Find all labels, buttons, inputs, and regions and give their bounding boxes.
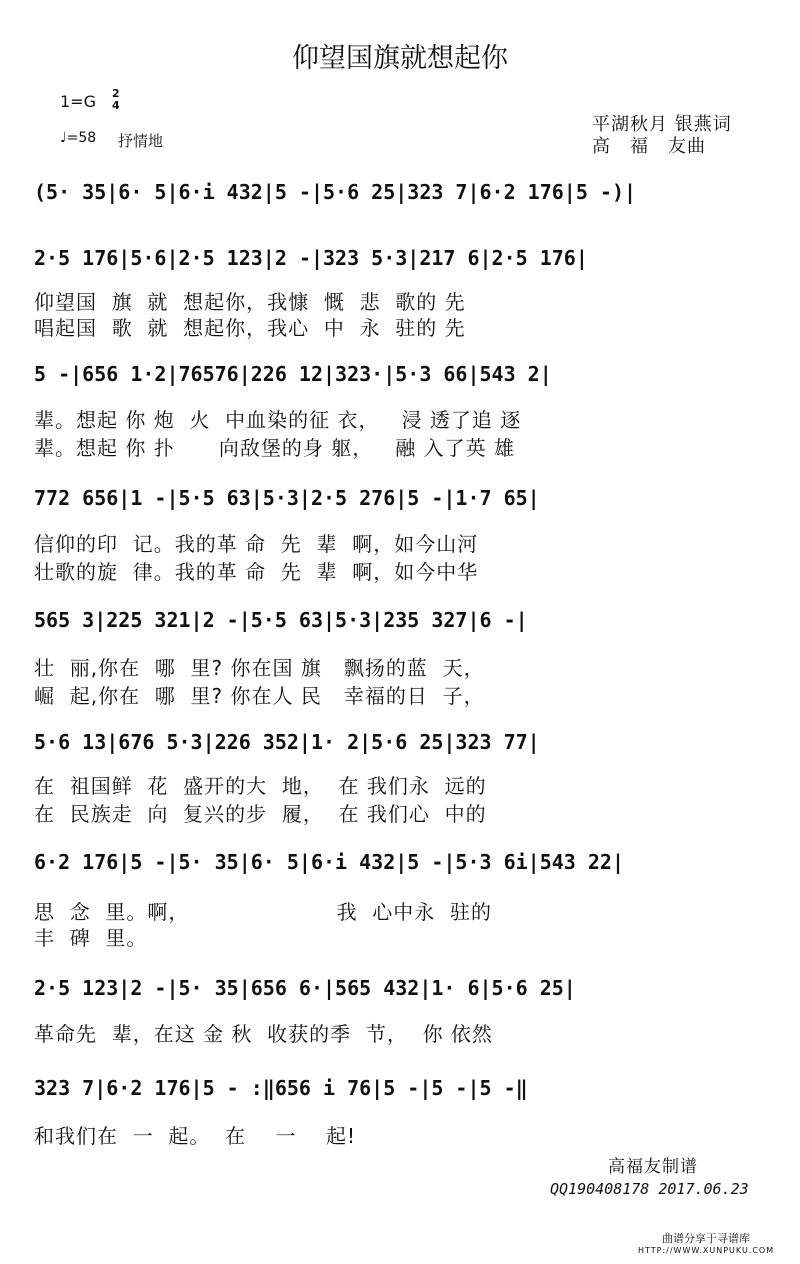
lyric-line: 在 祖国鲜 花 盛开的大 地， 在 我们永 远的 (34, 774, 487, 798)
lyric-line: 壮 丽,你在 哪 里? 你在国 旗 飘扬的蓝 天， (34, 656, 485, 680)
lyric-line: 唱起国 歌 就 想起你，我心 中 永 驻的 先 (34, 316, 466, 340)
lyric-line: 和我们在 一 起。 在 一 起! (34, 1124, 357, 1148)
watermark (638, 1230, 774, 1255)
notation-line: 2·5 123|2 -|5· 35|656 6·|565 432|1· 6|5·6 25| (34, 976, 576, 1000)
score-row (34, 848, 774, 900)
expression-marking: 抒情地 (118, 132, 164, 150)
key-signature: 1=G (60, 92, 96, 111)
notation-line: 565 3|225 321|2 -|5·5 63|5·3|235 327|6 -| (34, 608, 528, 632)
contact-date: QQ190408178 2017.06.23 (550, 1180, 749, 1198)
lyric-line: 信仰的印 记。我的革 命 先 辈 啊，如今山河 (34, 532, 479, 556)
lyric-line: 丰 碑 里。 (34, 926, 148, 950)
score-row (34, 178, 774, 230)
lyric-line: 辈。想起 你 炮 火 中血染的征 衣， 浸 透了追 逐 (34, 408, 522, 432)
lyric-line: 在 民族走 向 复兴的步 履， 在 我们心 中的 (34, 802, 487, 826)
lyric-line: 壮歌的旋 律。我的革 命 先 辈 啊，如今中华 (34, 560, 479, 584)
time-sig-top: 2 (112, 87, 120, 100)
lyric-line: 思 念 里。啊， 我 心中永 驻的 (34, 900, 493, 924)
tempo-marking: ♩=58 (60, 130, 97, 146)
lyric-line: 革命先 辈，在这 金 秋 收获的季 节， 你 依然 (34, 1022, 493, 1046)
time-signature (112, 88, 120, 112)
composer-credit: 高 福 友曲 (592, 136, 706, 157)
time-sig-bottom: 4 (112, 99, 120, 112)
song-title: 仰望国旗就想起你 (292, 43, 508, 74)
notation-line: 323 7|6·2 176|5 - :‖656 i 76|5 -|5 -|5 -‖ (34, 1076, 528, 1100)
lyric-line: 崛 起,你在 哪 里? 你在人 民 幸福的日 子， (34, 684, 485, 708)
notation-line: 5·6 13|676 5·3|226 352|1· 2|5·6 25|323 77| (34, 730, 540, 754)
score-row (34, 606, 774, 658)
lyricist-credit: 平湖秋月 银燕词 (592, 114, 732, 135)
watermark-line-1: 曲谱分享于寻谱库 (662, 1232, 751, 1245)
score-row (34, 1074, 774, 1126)
notation-line: (5· 35|6· 5|6·i 432|5 -|5·6 25|323 7|6·2 176|5 -)| (34, 180, 637, 204)
score-maker-credit: 高福友制谱 (608, 1157, 698, 1177)
lyric-line: 仰望国 旗 就 想起你，我慷 慨 悲 歌的 先 (34, 290, 466, 314)
notation-line: 5 -|656 1·2|76576|226 12|323·|5·3 66|543 2| (34, 362, 552, 386)
notation-line: 772 656|1 -|5·5 63|5·3|2·5 276|5 -|1·7 65| (34, 486, 540, 510)
lyric-line: 辈。想起 你 扑 向敌堡的身 躯， 融 入了英 雄 (34, 436, 516, 460)
notation-line: 2·5 176|5·6|2·5 123|2 -|323 5·3|217 6|2·5 176| (34, 246, 588, 270)
watermark-line-2: HTTP://WWW.XUNPUKU.COM (638, 1246, 775, 1255)
notation-line: 6·2 176|5 -|5· 35|6· 5|6·i 432|5 -|5·3 6i|543 22| (34, 850, 625, 874)
